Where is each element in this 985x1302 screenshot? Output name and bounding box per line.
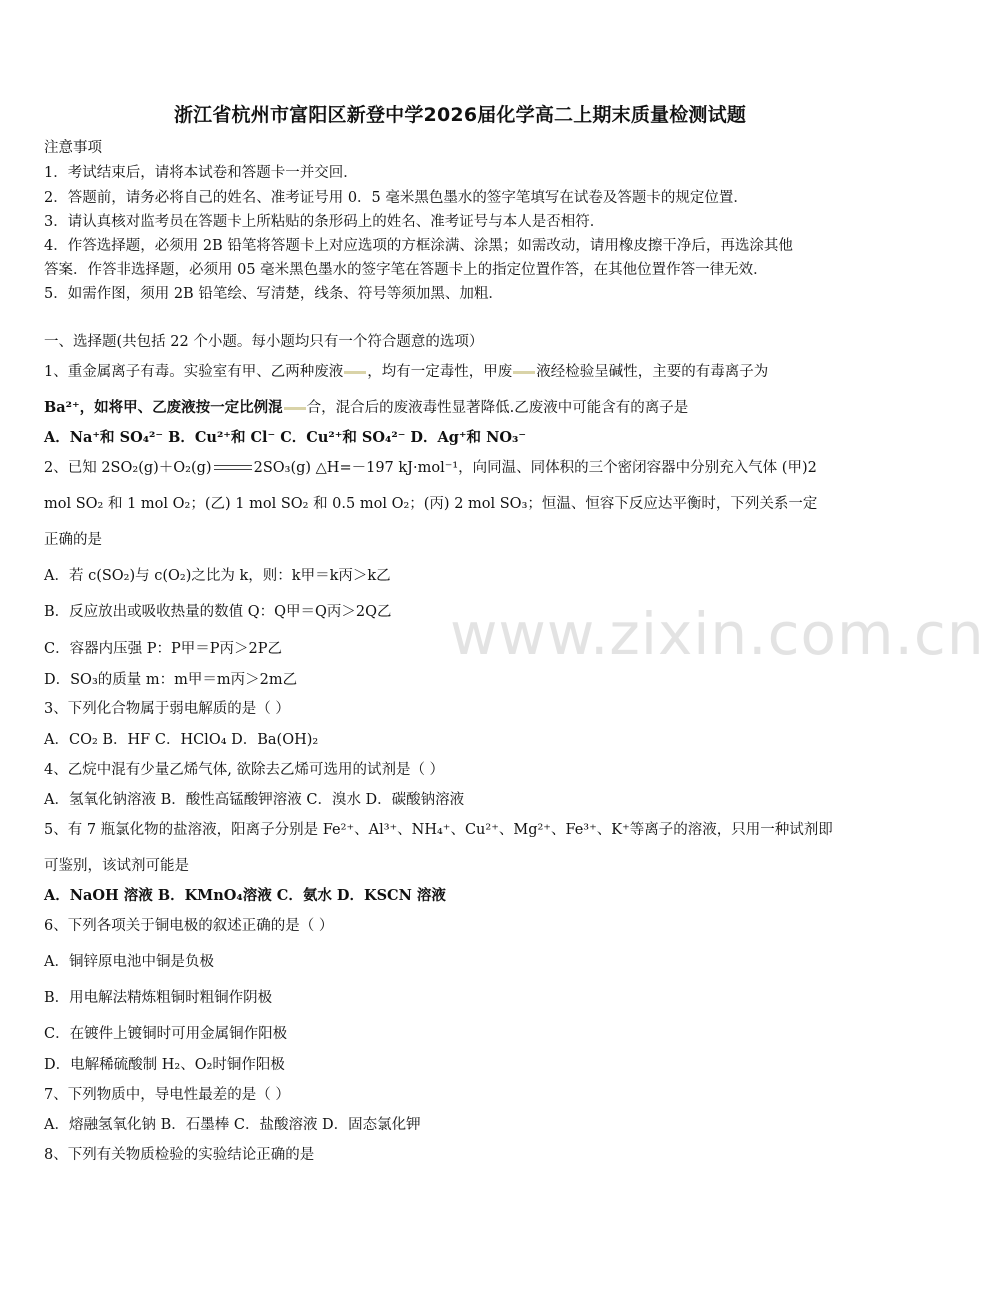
q5-options: A．NaOH 溶液 B．KMnO₄溶液 C．氨水 D．KSCN 溶液 — [44, 887, 446, 904]
q2-option-c: C．容器内压强 P：P甲＝P丙＞2P乙 — [44, 641, 282, 657]
section-heading: 一、选择题(共包括 22 个小题。每小题均只有一个符合题意的选项） — [44, 334, 484, 350]
q7-options: A．熔融氢氧化钠 B．石墨棒 C．盐酸溶液 D．固态氯化钾 — [44, 1117, 421, 1133]
q6-option-c: C．在镀件上镀铜时可用金属铜作阳极 — [44, 1026, 288, 1042]
q1-text-e: 合，混合后的废液毒性显著降低.乙废液中可能含有的离子是 — [306, 400, 689, 416]
q6-option-b: B．用电解法精炼粗铜时粗铜作阴极 — [44, 990, 273, 1006]
page-title: 浙江省杭州市富阳区新登中学2026届化学高二上期末质量检测试题 — [173, 104, 747, 126]
note-1: 1．考试结束后，请将本试卷和答题卡一并交回． — [44, 165, 358, 181]
q2-stem-line-1 — [44, 458, 884, 478]
q6-option-a: A．铜锌原电池中铜是负极 — [44, 954, 214, 970]
q8-stem: 8、下列有关物质检验的实验结论正确的是 — [44, 1147, 315, 1163]
q2-text-b: 2SO₃(g) △H=－197 kJ·mol⁻¹，向同温、同体积的三个密闭容器中分别充入气体 (甲)2 — [253, 460, 817, 476]
q1-text-c: 液经检验呈碱性，主要的有毒离子为 — [536, 364, 769, 380]
q2-option-a: A．若 c(SO₂)与 c(O₂)之比为 k，则：k甲＝k丙＞k乙 — [44, 568, 391, 584]
q5-stem-line-2: 可鉴别，该试剂可能是 — [44, 858, 189, 874]
q3-options: A．CO₂ B．HF C．HClO₄ D．Ba(OH)₂ — [44, 732, 319, 748]
blank-mark — [344, 371, 366, 374]
q2-option-b: B．反应放出或吸收热量的数值 Q：Q甲＝Q丙＞2Q乙 — [44, 604, 392, 620]
q5-stem-line-1: 5、有 7 瓶氯化物的盐溶液，阳离子分别是 Fe²⁺、Al³⁺、NH₄⁺、Cu²⁺、Mg²⁺、Fe³⁺、K⁺等离子的溶液，只用一种试剂即 — [44, 822, 833, 838]
q1-stem-line-2 — [44, 398, 884, 418]
blank-mark — [513, 371, 535, 374]
q3-stem: 3、下列化合物属于弱电解质的是（ ） — [44, 701, 290, 717]
q2-option-d: D．SO₃的质量 m：m甲＝m丙＞2m乙 — [44, 672, 298, 688]
q2-stem-line-3: 正确的是 — [44, 532, 102, 548]
q4-stem: 4、乙烷中混有少量乙烯气体, 欲除去乙烯可选用的试剂是（ ） — [44, 762, 445, 778]
q1-text-a: 1、重金属离子有毒。实验室有甲、乙两种废液 — [44, 364, 344, 380]
q7-stem: 7、下列物质中，导电性最差的是（ ） — [44, 1087, 290, 1103]
note-4-line-2: 答案．作答非选择题，必须用 05 毫米黑色墨水的签字笔在答题卡上的指定位置作答，在其他位置作答一律无效． — [44, 262, 768, 278]
q2-text-a: 2、已知 2SO₂(g)＋O₂(g) — [44, 460, 212, 476]
q1-text-b: ，均有一定毒性，甲废 — [367, 364, 513, 380]
q2-stem-line-2: mol SO₂ 和 1 mol O₂；(乙) 1 mol SO₂ 和 0.5 mol O₂；(丙) 2 mol SO₃；恒温、恒容下反应达平衡时，下列关系一定 — [44, 496, 818, 512]
q4-options: A．氢氧化钠溶液 B．酸性高锰酸钾溶液 C．溴水 D．碳酸钠溶液 — [44, 792, 465, 808]
equilibrium-arrow-icon — [214, 463, 252, 473]
blank-mark — [284, 407, 306, 410]
note-3: 3．请认真核对监考员在答题卡上所粘贴的条形码上的姓名、准考证号与本人是否相符． — [44, 214, 605, 230]
q1-text-d: Ba²⁺，如将甲、乙废液按一定比例混 — [44, 399, 283, 416]
notes-heading: 注意事项 — [44, 140, 102, 156]
note-5: 5．如需作图，须用 2B 铅笔绘、写清楚，线条、符号等须加黑、加粗． — [44, 286, 503, 302]
note-4-line-1: 4．作答选择题，必须用 2B 铅笔将答题卡上对应选项的方框涂满、涂黑；如需改动，请用橡皮擦干净后，再选涂其他 — [44, 238, 793, 254]
note-2: 2．答题前，请务必将自己的姓名、准考证号用 0．5 毫米黑色墨水的签字笔填写在试卷及答题卡的规定位置． — [44, 190, 748, 206]
q6-stem: 6、下列各项关于铜电极的叙述正确的是（ ） — [44, 918, 334, 934]
watermark: www.zixin.com.cn — [450, 600, 985, 668]
q6-option-d: D．电解稀硫酸制 H₂、O₂时铜作阳极 — [44, 1057, 285, 1073]
q1-stem-line-1 — [44, 362, 884, 382]
q1-options: A．Na⁺和 SO₄²⁻ B．Cu²⁺和 Cl⁻ C．Cu²⁺和 SO₄²⁻ D．Ag⁺和 NO₃⁻ — [44, 429, 526, 446]
